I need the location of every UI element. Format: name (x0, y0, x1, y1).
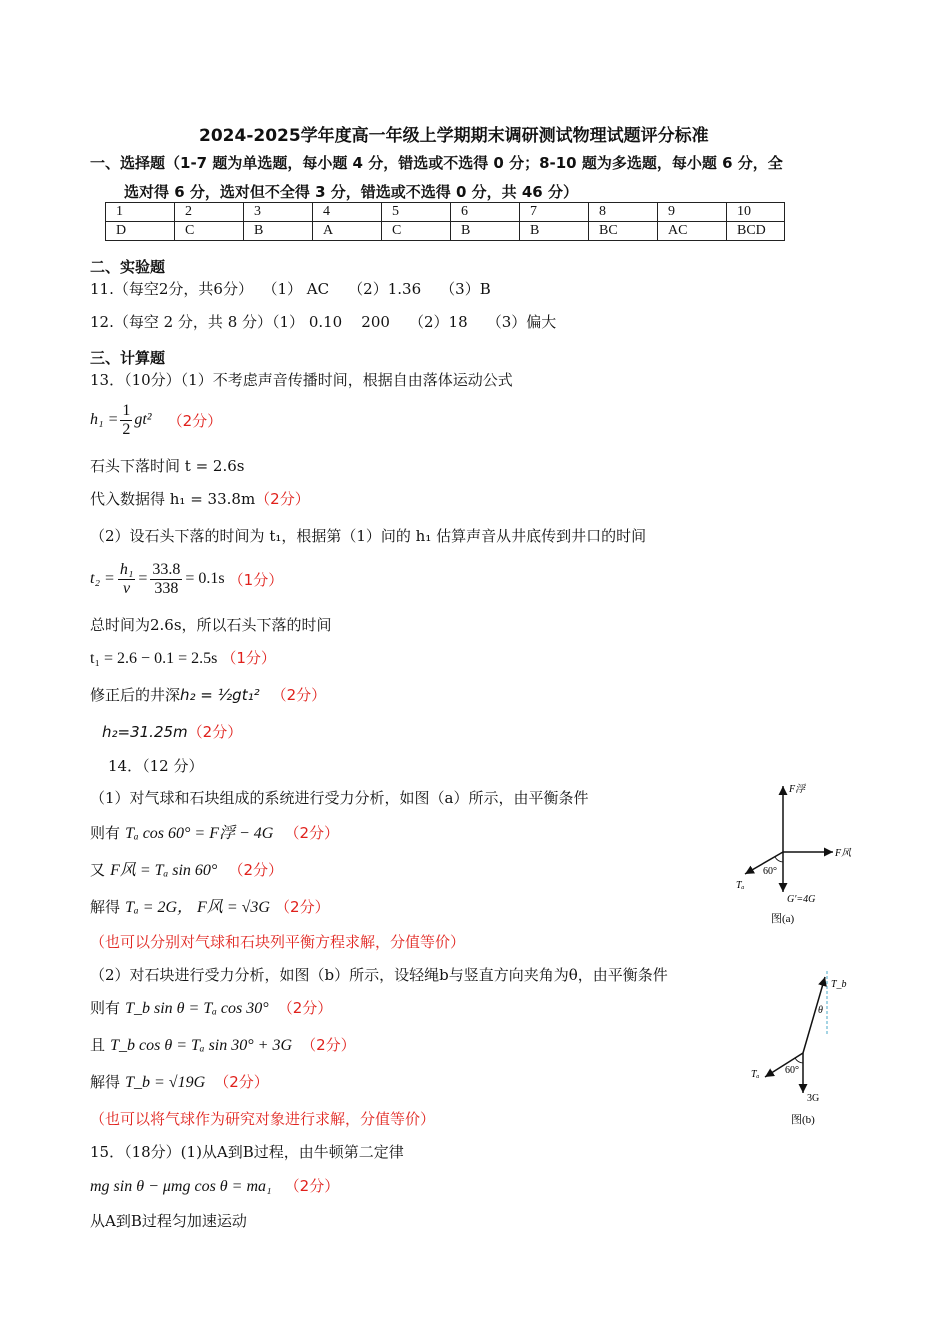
table-cell: 2 (175, 203, 244, 222)
score-badge: （1分） (221, 649, 276, 667)
score-badge: （2分） (167, 411, 223, 430)
table-cell: 6 (451, 203, 520, 222)
q15-eq1 (90, 1175, 339, 1196)
q13-sub-text: 代入数据得 h₁ = 33.8m (90, 490, 256, 508)
q13-intro: 13．（10分）（1）不考虑声音传播时间，根据自由落体运动公式 (90, 371, 513, 389)
q14-eq1-prefix: 则有 (90, 824, 121, 842)
q14-eq4-prefix: 则有 (90, 999, 121, 1017)
table-cell: B (244, 222, 313, 241)
q14-part2: （2）对石块进行受力分析，如图（b）所示，设轻绳b与竖直方向夹角为θ，由平衡条件 (90, 966, 668, 984)
table-cell: C (382, 222, 451, 241)
table-cell: 9 (658, 203, 727, 222)
table-cell: A (313, 222, 382, 241)
q13-substitution (90, 488, 310, 509)
page-title: 2024-2025学年度高一年级上学期期末调研测试物理试题评分标准 (199, 126, 709, 146)
q14-eq2-prefix: 又 (90, 861, 106, 879)
q14-eq1 (90, 820, 339, 843)
q11-answer: 11.（每空2分，共6分） （1） AC （2）1.36 （3）B (90, 280, 491, 298)
q14-eq2-body: F风 = Tₐ sin 60° (110, 862, 218, 879)
table-cell: 5 (382, 203, 451, 222)
q13-t2-frac2 (150, 561, 182, 598)
label-gravity: 3G (807, 1093, 820, 1104)
frac-numerator: h₁ (119, 560, 134, 578)
frac-denominator: v (123, 579, 131, 597)
frac-denominator: 2 (122, 420, 131, 438)
q13-eq1-lhs: h₁ = (90, 411, 119, 428)
q13-t2-frac1 (118, 561, 136, 598)
q12-answer: 12.（每空 2 分，共 8 分）（1） 0.10 200 （2）18 （3）偏大 (90, 313, 557, 331)
answer-table (105, 202, 785, 241)
answer-table-numbers-row (106, 203, 785, 222)
q14-eq5 (90, 1034, 356, 1055)
frac-numerator: 1 (122, 401, 131, 419)
label-wind: F风 (835, 848, 852, 859)
angle-arc (775, 857, 783, 862)
q14-eq3-body: Tₐ = 2G， F风 = √3G (125, 899, 270, 916)
score-badge: （2分） (255, 490, 310, 508)
q14-eq4-body: T_b sin θ = Tₐ cos 30° (125, 1000, 269, 1017)
figure-a-caption: 图(a) (771, 913, 795, 925)
section1-heading-line1: 一、选择题（1-7 题为单选题，每小题 4 分，错选或不选得 0 分；8-10 题为多选题，每小题 6 分，全 (90, 154, 783, 172)
table-cell: 1 (106, 203, 175, 222)
q14-eq5-prefix: 且 (90, 1036, 106, 1054)
table-cell: BCD (727, 222, 785, 241)
label-angle: 60° (763, 866, 777, 877)
score-badge: （2分） (214, 1073, 269, 1091)
q13-eq1 (90, 398, 222, 442)
table-cell: C (175, 222, 244, 241)
q14-intro: 14．（12 分） (108, 757, 204, 775)
answer-table-answers-row (106, 222, 785, 241)
q13-t2-lhs: t₂ = (90, 570, 115, 587)
section2-heading: 二、实验题 (90, 258, 166, 276)
label-tension-b: T_b (831, 979, 847, 990)
q15-eq1-body: mg sin θ − μmg cos θ = ma₁ (90, 1178, 272, 1195)
q14-eq4 (90, 997, 332, 1018)
table-cell: 4 (313, 203, 382, 222)
q14-part1: （1）对气球和石块组成的系统进行受力分析，如图（a）所示，由平衡条件 (90, 789, 589, 807)
score-badge: （2分） (187, 723, 243, 741)
label-theta: θ (818, 1005, 823, 1016)
q13-h2 (102, 721, 242, 742)
q13-h2-value: h₂=31.25m (102, 723, 188, 741)
angle-arc (795, 1058, 803, 1063)
q14-eq2 (90, 857, 283, 880)
score-badge: （2分） (301, 1036, 356, 1054)
q13-fall-time: 石头下落时间 t = 2.6s (90, 457, 245, 475)
q14-eq6-prefix: 解得 (90, 1073, 121, 1091)
score-badge: （1分） (228, 570, 284, 589)
q13-t2-result: = 0.1s (185, 570, 225, 587)
label-tension-a: Tₐ (736, 880, 745, 891)
q14-eq3 (90, 894, 330, 917)
q14-eq1-body: Tₐ cos 60° = F浮 − 4G (125, 825, 274, 842)
table-cell: 3 (244, 203, 313, 222)
table-cell: 10 (727, 203, 785, 222)
force-diagram-b (745, 965, 865, 1130)
label-tension-a: Tₐ (751, 1069, 760, 1080)
score-badge: （2分） (275, 898, 330, 916)
score-badge: （2分） (277, 999, 333, 1017)
score-badge: （2分） (284, 824, 339, 842)
q14-eq6-body: T_b = √19G (125, 1074, 206, 1091)
figure-b-caption: 图(b) (791, 1114, 815, 1126)
q13-part2: （2）设石头下落的时间为 t₁，根据第（1）问的 h₁ 估算声音从井底传到井口的时间 (90, 527, 647, 545)
table-cell: B (451, 222, 520, 241)
force-diagram-a (725, 780, 865, 930)
q14-note1: （也可以分别对气球和石块列平衡方程求解，分值等价） (90, 933, 466, 951)
q13-t1 (90, 647, 276, 668)
label-buoyancy: F浮 (789, 784, 806, 795)
table-cell: AC (658, 222, 727, 241)
label-gravity: G′=4G (787, 894, 816, 905)
q13-depth (90, 684, 326, 705)
section1-heading-line2: 选对得 6 分，选对但不全得 3 分，错选或不选得 0 分，共 46 分） (124, 183, 578, 201)
score-badge: （2分） (284, 1177, 340, 1195)
q13-total: 总时间为2.6s，所以石头下落的时间 (90, 616, 332, 634)
table-cell: 8 (589, 203, 658, 222)
table-cell: 7 (520, 203, 589, 222)
table-cell: D (106, 222, 175, 241)
q14-eq3-prefix: 解得 (90, 898, 121, 916)
q13-depth-text: 修正后的井深 (90, 686, 181, 704)
score-badge: （2分） (271, 686, 327, 704)
q13-t1-eq: t₁ = 2.6 − 0.1 = 2.5s (90, 650, 218, 667)
q13-eq1-frac (120, 402, 132, 439)
frac-denominator: 338 (154, 579, 179, 597)
table-cell: BC (589, 222, 658, 241)
table-cell: B (520, 222, 589, 241)
frac-numerator: 33.8 (152, 560, 181, 578)
q14-eq6 (90, 1071, 269, 1092)
label-angle: 60° (785, 1065, 799, 1076)
q15-last-line: 从A到B过程匀加速运动 (90, 1212, 247, 1230)
q13-eq1-rhs: gt² (134, 411, 152, 428)
q14-eq5-body: T_b cos θ = Tₐ sin 30° + 3G (110, 1037, 292, 1054)
score-badge: （2分） (228, 861, 283, 879)
q13-t2-eq: t₂ = $\frac{\text{h₁}}{v}$ = $\frac{33.8}{338}$ = 0.1s （1分） (90, 560, 284, 597)
q14-note2: （也可以将气球作为研究对象进行求解，分值等价） (90, 1110, 436, 1128)
section3-heading: 三、计算题 (90, 349, 166, 367)
q13-depth-eq: h₂ = ½gt₁² (180, 686, 260, 704)
q15-intro: 15．（18分）(1)从A到B过程，由牛顿第二定律 (90, 1143, 404, 1161)
